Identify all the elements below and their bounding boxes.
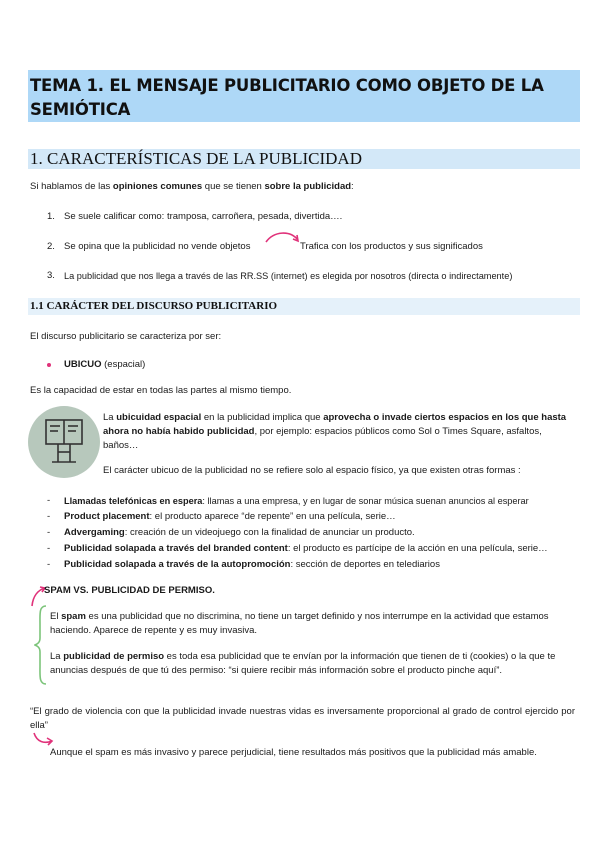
dash-marker: - [47, 527, 51, 538]
para-bold: ubicuidad espacial [116, 412, 202, 423]
para-text: en la publicidad implica que [201, 412, 324, 423]
list-number: 3. [47, 270, 55, 281]
list-item-text: La publicidad que nos llega a través de las RR.SS (internet) es elegida por nosotros (directa o indirectamente) [64, 271, 513, 281]
arrow-icon [264, 229, 304, 249]
para-text: La [50, 651, 64, 662]
form-item-text: : el producto aparece “de repente” en una película, serie… [149, 511, 396, 522]
list-item-text: Se opina que la publicidad no vende objetos [64, 241, 251, 252]
form-item-text: : el producto es partícipe de la acción en una película, serie… [287, 543, 548, 554]
list-number: 2. [47, 241, 55, 252]
page-title: TEMA 1. EL MENSAJE PUBLICITARIO COMO OBJETO DE LA SEMIÓTICA [30, 76, 544, 119]
bullet-rest: (espacial) [101, 359, 146, 370]
intro-bold: opiniones comunes [112, 181, 203, 192]
list-item-arrow-text: Trafica con los productos y sus significados [300, 241, 483, 252]
intro-text: : [351, 181, 354, 192]
para-text: La [103, 412, 117, 423]
form-item-bold: Advergaming [64, 527, 125, 538]
para-text: , por ejemplo: espacios públicos como Sol o Times Square, asfaltos, baños… [103, 426, 542, 451]
subsection-heading: 1.1 CARÁCTER DEL DISCURSO PUBLICITARIO [30, 300, 278, 312]
intro-bold: sobre la publicidad [264, 181, 352, 192]
form-item-text: : llamas a una empresa, y en lugar de sonar música suenan anuncios al esperar [202, 496, 529, 506]
dash-marker: - [47, 495, 51, 506]
form-item-bold: Product placement [64, 511, 150, 522]
intro-text: Si hablamos de las [30, 181, 113, 192]
dash-marker: - [47, 543, 51, 554]
form-item [64, 542, 548, 556]
bullet-item [64, 358, 145, 372]
para-bold: spam [61, 611, 86, 622]
form-item [64, 510, 396, 524]
form-item [64, 526, 415, 540]
billboard-icon-graphic [28, 406, 100, 478]
spam-paragraph [50, 610, 580, 638]
para-bold: publicidad de permiso [63, 651, 165, 662]
permission-paragraph [50, 650, 580, 678]
section-heading: 1. CARACTERÍSTICAS DE LA PUBLICIDAD [30, 149, 362, 168]
dash-marker: - [47, 511, 51, 522]
billboard-icon [28, 406, 100, 478]
para-text: es una publicidad que no discrimina, no tiene un target definido y nos interrumpe en la actividad que estamos haciendo. Aparece de repente y es muy invasiva. [50, 611, 549, 636]
bracket-icon [34, 604, 48, 686]
form-item [64, 494, 529, 508]
conclusion: Aunque el spam es más invasivo y parece perjudicial, tiene resultados más positivos que la publicidad más amable. [50, 747, 537, 758]
form-item-text: : creación de un videojuego con la finalidad de anunciar un producto. [124, 527, 415, 538]
dash-marker: - [47, 559, 51, 570]
para-text: es toda esa publicidad que te envían por la información que tienen de ti (cookies) o la que te anuncias después de que tú des permiso: “si quiere recibir más información sobre el producto pinche aquí”. [50, 651, 556, 676]
intro-text: que se tienen [202, 181, 265, 192]
quote: “El grado de violencia con que la publicidad invade nuestras vidas es inversamente proporcional al grado de control ejercido por ella” [30, 706, 575, 731]
ubiquity-forms-intro: El carácter ubicuo de la publicidad no se refiere solo al espacio físico, ya que existen otras formas : [103, 465, 521, 476]
ubiquity-paragraph [103, 411, 573, 453]
list-number: 1. [47, 211, 55, 222]
bullet-bold: UBICUO [64, 359, 102, 370]
para-bold: aprovecha o invade ciertos espacios en los que hasta ahora no había habido publicidad [103, 412, 567, 437]
subsection-intro: El discurso publicitario se caracteriza por ser: [30, 331, 222, 342]
form-item-bold: Publicidad solapada a través del branded content [64, 543, 288, 554]
spam-heading: SPAM VS. PUBLICIDAD DE PERMISO. [44, 585, 215, 596]
form-item-bold: Publicidad solapada a través de la autopromoción [64, 559, 291, 570]
form-item-text: : sección de deportes en telediarios [290, 559, 440, 570]
para-text: El [50, 611, 62, 622]
intro-line [30, 180, 354, 194]
form-item-bold: Llamadas telefónicas en espera [64, 496, 203, 506]
bullet-icon [47, 363, 51, 367]
definition: Es la capacidad de estar en todas las partes al mismo tiempo. [30, 385, 292, 396]
form-item [64, 558, 440, 572]
list-item-text: Se suele calificar como: tramposa, carroñera, pesada, divertida…. [64, 211, 343, 222]
